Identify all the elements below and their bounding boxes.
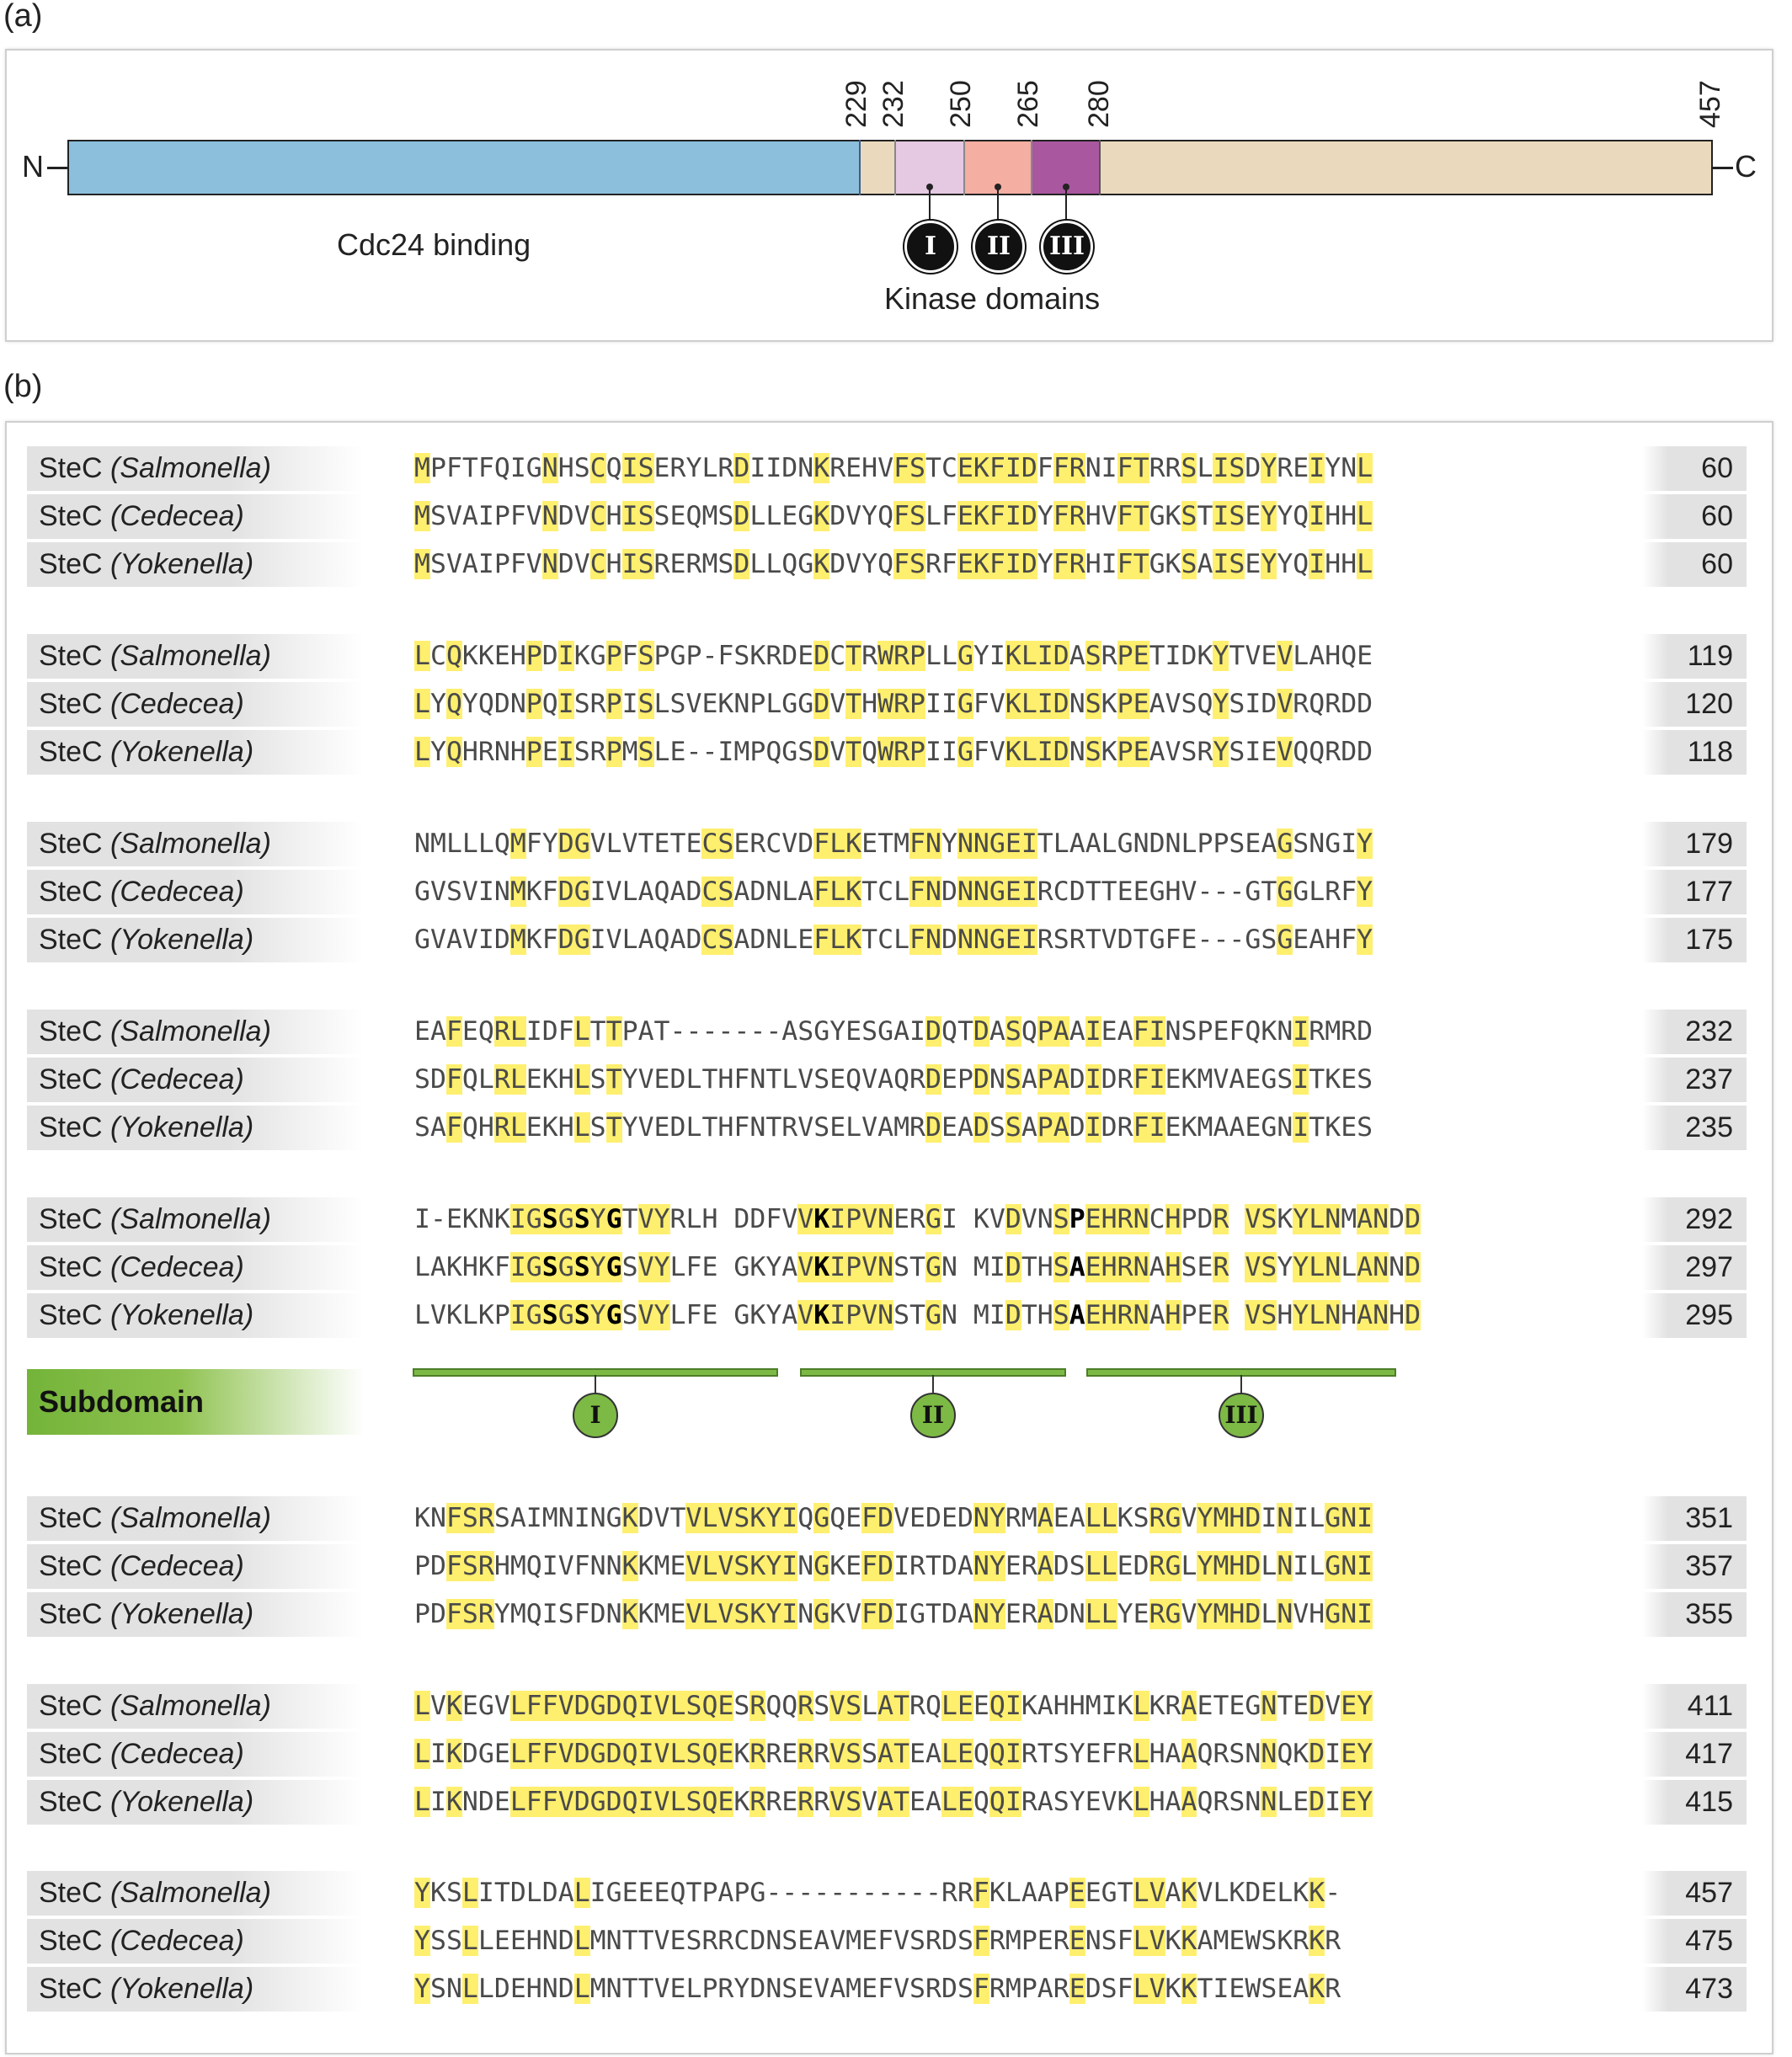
subdomain-label: Subdomain xyxy=(27,1369,364,1435)
sequence-row: EAFEQRLIDFLTTPAT-------ASGYESGAIDQTDASQPAAIEAFINSPEFQKNIRMRD xyxy=(414,1016,1373,1047)
sequence-end-position: 60 xyxy=(1642,494,1747,539)
organism-name: (Salmonella) xyxy=(110,1015,271,1047)
organism-name: (Salmonella) xyxy=(110,640,271,672)
sequence-label xyxy=(27,1919,364,1964)
sequence-end-position: 119 xyxy=(1642,634,1747,679)
sequence-end-position: 457 xyxy=(1642,1871,1747,1916)
separator-229 xyxy=(859,140,861,195)
organism-name: (Cedecea) xyxy=(110,1925,244,1957)
separator-232 xyxy=(894,140,896,195)
protein-name: SteC xyxy=(39,924,103,956)
separator-265 xyxy=(1031,140,1032,195)
protein-name: SteC xyxy=(39,1502,103,1534)
organism-name: (Yokenella) xyxy=(110,1973,254,2005)
organism-name: (Cedecea) xyxy=(110,1063,244,1095)
sequence-label xyxy=(27,1732,364,1777)
protein-name: SteC xyxy=(39,688,103,720)
sequence-row: YKSLITDLDALIGEEEQTPAPG-----------RRFKLAAPEEGTLVAKVLKDELKK- xyxy=(414,1878,1341,1908)
sequence-row: LCQKKEHPDIKGPFSPGP-FSKRDEDCTRWRPLLGYIKLIDASRPETIDKYTVEVLAHQE xyxy=(414,641,1373,671)
panel-b-label: (b) xyxy=(3,369,43,404)
cdc24-binding-region xyxy=(67,140,860,195)
subdomain-iii-marker: III xyxy=(1219,1393,1264,1438)
sequence-row: SAFQHRLEKHLSTYVEDLTHFNTRVSELVAMRDEADSSAPADIDRFIEKMAAEGNITKES xyxy=(414,1112,1373,1143)
sequence-end-position: 411 xyxy=(1642,1684,1747,1729)
sequence-label xyxy=(27,1496,364,1541)
protein-name: SteC xyxy=(39,828,103,860)
sequence-row: GVAVIDMKFDGIVLAQADCSADNLEFLKTCLFNDNNGEIRSRTVDTGFE---GSGEAHFY xyxy=(414,925,1373,955)
sequence-end-position: 417 xyxy=(1642,1732,1747,1777)
protein-name: SteC xyxy=(39,1786,103,1818)
sequence-label xyxy=(27,730,364,775)
organism-name: (Yokenella) xyxy=(110,1111,254,1143)
sequence-row: KNFSRSAIMNINGKDVTVLVSKYIQGQEFDVEDEDNYRMAEALLKSRGVYMHDINILGNI xyxy=(414,1503,1373,1533)
sequence-row: LAKHKFIGSGSYGSVYLFE GKYAVKIPVNSTGN MIDTHSAEHRNAHSER VSYYLNLANND xyxy=(414,1252,1421,1282)
n-terminus-label: N xyxy=(22,149,44,184)
c-terminal-region xyxy=(1100,140,1713,195)
sequence-label xyxy=(27,1871,364,1916)
protein-name: SteC xyxy=(39,1690,103,1722)
sequence-row: I-EKNKIGSGSYGTVYRLH DDFVVKIPVNERGI KVDVNSPEHRNCHPDR VSKYLNMANDD xyxy=(414,1204,1421,1234)
sequence-row: MPFTFQIGNHSCQISERYLRDIIDNKREHVFSTCEKFIDFFRNIFTRRSLISDYREIYNL xyxy=(414,453,1373,483)
protein-name: SteC xyxy=(39,1063,103,1095)
protein-name: SteC xyxy=(39,876,103,908)
sequence-label xyxy=(27,822,364,866)
organism-name: (Salmonella) xyxy=(110,1203,271,1235)
sequence-end-position: 235 xyxy=(1642,1106,1747,1150)
organism-name: (Yokenella) xyxy=(110,1786,254,1818)
protein-name: SteC xyxy=(39,1299,103,1331)
organism-name: (Salmonella) xyxy=(110,1690,271,1722)
organism-name: (Salmonella) xyxy=(110,828,271,860)
sequence-end-position: 175 xyxy=(1642,918,1747,962)
sequence-label xyxy=(27,1293,364,1338)
organism-name: (Cedecea) xyxy=(110,500,244,532)
sequence-label xyxy=(27,494,364,539)
sequence-end-position: 357 xyxy=(1642,1544,1747,1589)
protein-name: SteC xyxy=(39,500,103,532)
protein-name: SteC xyxy=(39,548,103,580)
protein-name: SteC xyxy=(39,1550,103,1582)
n-terminus-line xyxy=(47,167,67,169)
sequence-row: LIKDGELFFVDGDQIVLSQEKRRERRVSSATEALEQQIRTSYEFRLHAAQRSNNQKDIEY xyxy=(414,1739,1373,1769)
sequence-end-position: 232 xyxy=(1642,1010,1747,1054)
subdomain-i-marker: I xyxy=(573,1393,618,1438)
sequence-end-position: 60 xyxy=(1642,446,1747,491)
sequence-end-position: 177 xyxy=(1642,870,1747,914)
sequence-label xyxy=(27,918,364,962)
sequence-label xyxy=(27,1544,364,1589)
cdc24-binding-label: Cdc24 binding xyxy=(337,227,531,262)
sequence-end-position: 179 xyxy=(1642,822,1747,866)
protein-name: SteC xyxy=(39,1015,103,1047)
protein-name: SteC xyxy=(39,1251,103,1283)
panel-a-label: (a) xyxy=(3,0,43,34)
sequence-label xyxy=(27,1010,364,1054)
protein-name: SteC xyxy=(39,1111,103,1143)
sequence-row: PDFSRYMQISFDNKKMEVLVSKYINGKVFDIGTDANYERADNLLYERGVYMHDLNVHGNI xyxy=(414,1599,1373,1629)
sequence-row: GVSVINMKFDGIVLAQADCSADNLAFLKTCLFNDNNGEIRCDTTEEGHV---GTGGLRFY xyxy=(414,877,1373,907)
kinase-domain-iii-marker: III xyxy=(1041,221,1093,273)
organism-name: (Yokenella) xyxy=(110,1299,254,1331)
organism-name: (Cedecea) xyxy=(110,876,244,908)
kinase-domain-i-marker: I xyxy=(904,221,957,273)
sequence-label xyxy=(27,542,364,587)
sequence-end-position: 473 xyxy=(1642,1967,1747,2012)
sequence-row: LYQHRNHPEISRPMSLE--IMPQGSDVTQWRPIIGFVKLIDNSKPEAVSRYSIEVQQRDD xyxy=(414,737,1373,767)
sequence-label xyxy=(27,634,364,679)
organism-name: (Yokenella) xyxy=(110,736,254,768)
sequence-label xyxy=(27,1592,364,1637)
sequence-label xyxy=(27,1780,364,1825)
sequence-label xyxy=(27,446,364,491)
protein-name: SteC xyxy=(39,640,103,672)
position-232: 232 xyxy=(877,80,909,128)
separator-280 xyxy=(1099,140,1101,195)
sequence-end-position: 120 xyxy=(1642,682,1747,727)
kinase-domain-ii-marker: II xyxy=(973,221,1025,273)
sequence-end-position: 475 xyxy=(1642,1919,1747,1964)
position-229: 229 xyxy=(840,80,872,128)
sequence-row: NMLLLQMFYDGVLVTETECSERCVDFLKETMFNYNNGEITLAALGNDNLPPSEAGSNGIY xyxy=(414,829,1373,859)
organism-name: (Cedecea) xyxy=(110,688,244,720)
kinase-domains-caption: Kinase domains xyxy=(884,281,1101,316)
sequence-end-position: 355 xyxy=(1642,1592,1747,1637)
subdomain-ii-marker: II xyxy=(910,1393,956,1438)
sequence-row: PDFSRHMQIVFNNKKMEVLVSKYINGKEFDIRTDANYERADSLLEDRGLYMHDLNILGNI xyxy=(414,1551,1373,1581)
sequence-row: LYQYQDNPQISRPISLSVEKNPLGGDVTHWRPIIGFVKLIDNSKPEAVSQYSIDVRQRDD xyxy=(414,689,1373,719)
organism-name: (Yokenella) xyxy=(110,1598,254,1630)
c-terminus-line xyxy=(1713,167,1733,169)
sequence-end-position: 60 xyxy=(1642,542,1747,587)
protein-name: SteC xyxy=(39,1925,103,1957)
organism-name: (Yokenella) xyxy=(110,548,254,580)
sequence-row: LVKEGVLFFVDGDQIVLSQESRQQRSVSLATRQLEEQIKAHHMIKLKRAETEGNTEDVEY xyxy=(414,1691,1373,1721)
organism-name: (Cedecea) xyxy=(110,1738,244,1770)
sequence-row: MSVAIPFVNDVCHISSEQMSDLLEGKDVYQFSLFEKFIDYFRHVFTGKSTISEYYQIHHL xyxy=(414,501,1373,531)
sequence-row: YSNLLDEHNDLMNTTVELPRYDNSEVAMEFVSRDSFRMPAREDSFLVKKTIEWSEAKR xyxy=(414,1974,1341,2004)
organism-name: (Salmonella) xyxy=(110,452,271,484)
protein-name: SteC xyxy=(39,1203,103,1235)
sequence-row: LVKLKPIGSGSYGSVYLFE GKYAVKIPVNSTGN MIDTHSAEHRNAHPER VSHYLNHANHD xyxy=(414,1300,1421,1330)
organism-name: (Cedecea) xyxy=(110,1251,244,1283)
sequence-end-position: 415 xyxy=(1642,1780,1747,1825)
protein-name: SteC xyxy=(39,736,103,768)
organism-name: (Salmonella) xyxy=(110,1502,271,1534)
sequence-label xyxy=(27,1106,364,1150)
separator-250 xyxy=(963,140,965,195)
protein-name: SteC xyxy=(39,1738,103,1770)
organism-name: (Yokenella) xyxy=(110,924,254,956)
organism-name: (Salmonella) xyxy=(110,1877,271,1909)
position-280: 280 xyxy=(1083,80,1115,128)
sequence-row: SDFQLRLEKHLSTYVEDLTHFNTLVSEQVAQRDEPDNSAPADIDRFIEKMVAEGSITKES xyxy=(414,1064,1373,1095)
position-250: 250 xyxy=(945,80,977,128)
sequence-end-position: 237 xyxy=(1642,1058,1747,1102)
sequence-row: LIKNDELFFVDGDQIVLSQEKRRERRVSVATEALEQQIRASYEVKLHAAQRSNNLEDIEY xyxy=(414,1787,1373,1817)
position-457: 457 xyxy=(1694,80,1726,128)
sequence-label xyxy=(27,870,364,914)
sequence-row: MSVAIPFVNDVCHISRERMSDLLQGKDVYQFSRFEKFIDYFRHIFTGKSAISEYYQIHHL xyxy=(414,549,1373,579)
position-265: 265 xyxy=(1012,80,1044,128)
protein-name: SteC xyxy=(39,452,103,484)
protein-name: SteC xyxy=(39,1973,103,2005)
c-terminus-label: C xyxy=(1735,149,1757,184)
sequence-row: YSSLLEEHNDLMNTTVESRRCDNSEAVMEFVSRDSFRMPERENSFLVKKAMEWSKRKR xyxy=(414,1926,1341,1956)
protein-name: SteC xyxy=(39,1877,103,1909)
sequence-label xyxy=(27,682,364,727)
sequence-label xyxy=(27,1197,364,1242)
linker-region xyxy=(860,140,895,195)
organism-name: (Cedecea) xyxy=(110,1550,244,1582)
sequence-label xyxy=(27,1684,364,1729)
sequence-end-position: 118 xyxy=(1642,730,1747,775)
sequence-end-position: 292 xyxy=(1642,1197,1747,1242)
sequence-end-position: 351 xyxy=(1642,1496,1747,1541)
protein-name: SteC xyxy=(39,1598,103,1630)
sequence-end-position: 297 xyxy=(1642,1245,1747,1290)
sequence-label xyxy=(27,1058,364,1102)
sequence-label xyxy=(27,1967,364,2012)
sequence-label xyxy=(27,1245,364,1290)
sequence-end-position: 295 xyxy=(1642,1293,1747,1338)
